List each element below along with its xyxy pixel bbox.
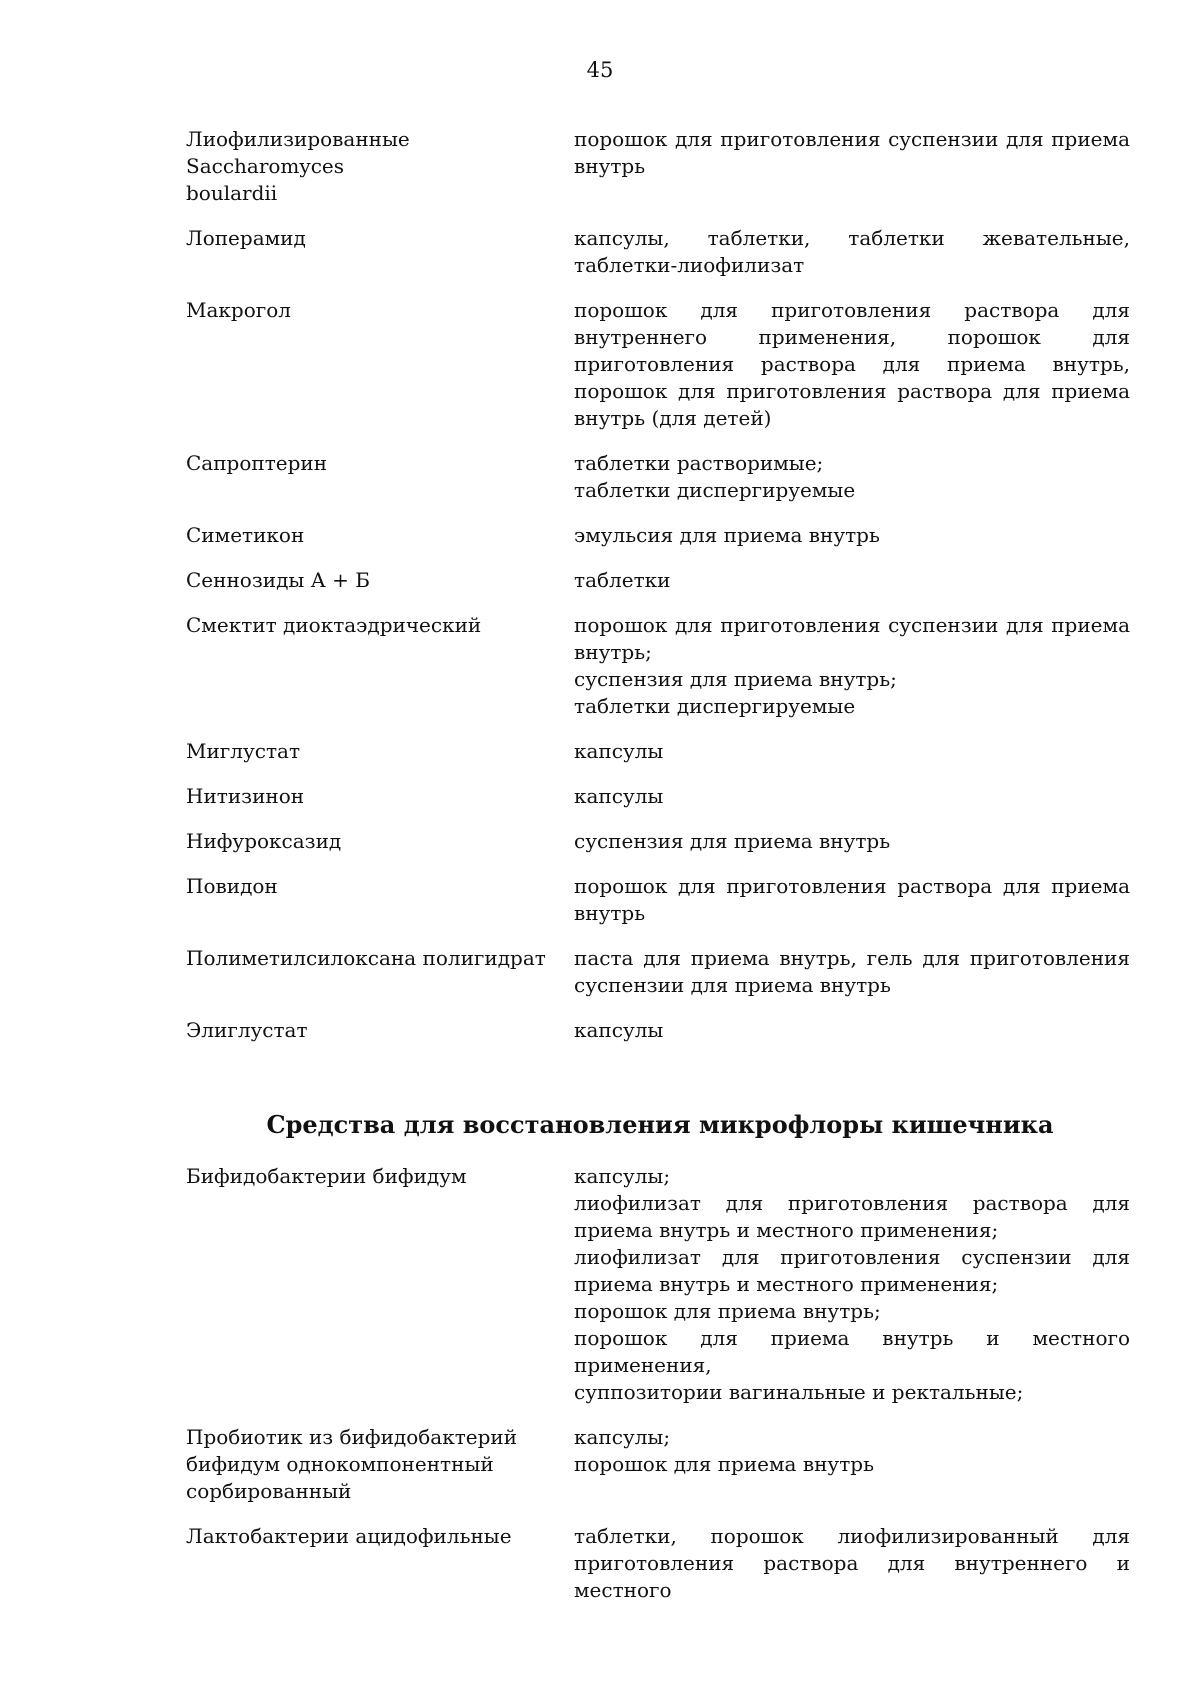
- dosage-forms: [574, 1424, 1130, 1478]
- dosage-forms: [574, 567, 1130, 594]
- drug-name: [186, 828, 574, 855]
- drug-name-line: сорбированный: [186, 1479, 352, 1503]
- drug-name-line: Миглустат: [186, 739, 301, 763]
- drug-entry: [186, 738, 1130, 765]
- dosage-form-line: капсулы;: [574, 1425, 671, 1449]
- drug-name: [186, 567, 574, 594]
- section-title: Средства для восстановления микрофлоры кишечника: [266, 1110, 1054, 1139]
- drug-name: [186, 225, 574, 252]
- dosage-forms: [574, 1523, 1130, 1604]
- drug-entry: [186, 945, 1130, 999]
- dosage-form-line: суппозитории вагинальные и ректальные;: [574, 1380, 1024, 1404]
- drug-name-line: Нитизинон: [186, 784, 305, 808]
- dosage-form-line: таблетки, порошок лиофилизированный для приготовления раствора для внутреннего и местного: [574, 1524, 1130, 1602]
- drug-name-line: Повидон: [186, 874, 278, 898]
- dosage-forms: [574, 225, 1130, 279]
- dosage-forms: [574, 783, 1130, 810]
- dosage-form-line: таблетки диспергируемые: [574, 694, 856, 718]
- drug-entry: [186, 225, 1130, 279]
- dosage-form-line: лиофилизат для приготовления раствора для приема внутрь и местного применения;: [574, 1191, 1130, 1242]
- dosage-form-line: порошок для приема внутрь;: [574, 1299, 881, 1323]
- dosage-form-line: капсулы: [574, 784, 664, 808]
- drug-name-line: бифидум однокомпонентный: [186, 1452, 494, 1476]
- dosage-form-line: суспензия для приема внутрь;: [574, 667, 897, 691]
- page-number: 45: [586, 58, 614, 82]
- dosage-form-line: таблетки растворимые;: [574, 451, 824, 475]
- drug-name-line: Элиглустат: [186, 1018, 308, 1042]
- drug-name-line: Лоперамид: [186, 226, 306, 250]
- drug-entry: [186, 450, 1130, 504]
- drug-name-line: Смектит диоктаэдрический: [186, 613, 482, 637]
- drug-entry: [186, 126, 1130, 207]
- dosage-forms: [574, 612, 1130, 720]
- dosage-forms: [574, 1163, 1130, 1406]
- drug-name-line: boulardii: [186, 181, 278, 205]
- dosage-forms: [574, 450, 1130, 504]
- drug-name: [186, 873, 574, 900]
- drug-entry: [186, 783, 1130, 810]
- drug-list-top: [186, 126, 1130, 1044]
- dosage-form-line: капсулы, таблетки, таблетки жевательные, таблетки-лиофилизат: [574, 226, 1130, 277]
- drug-name-line: Нифуроксазид: [186, 829, 342, 853]
- drug-entry: [186, 567, 1130, 594]
- dosage-form-line: порошок для приготовления раствора для внутреннего применения, порошок для приготовления раствора для приема внутрь, порошок для приготовления раствора для приема внутрь (для детей): [574, 298, 1130, 430]
- drug-entry: [186, 612, 1130, 720]
- dosage-forms: [574, 945, 1130, 999]
- drug-name: [186, 783, 574, 810]
- drug-entry: [186, 1523, 1130, 1604]
- drug-name-line: Симетикон: [186, 523, 305, 547]
- drug-name-line: Лактобактерии ацидофильные: [186, 1524, 512, 1548]
- drug-entry: [186, 828, 1130, 855]
- dosage-form-line: паста для приема внутрь, гель для приготовления суспензии для приема внутрь: [574, 946, 1130, 997]
- drug-name: [186, 1163, 574, 1190]
- drug-name: [186, 126, 574, 207]
- dosage-form-line: таблетки диспергируемые: [574, 478, 856, 502]
- dosage-forms: [574, 522, 1130, 549]
- dosage-form-line: капсулы: [574, 1018, 664, 1042]
- drug-entry: [186, 1163, 1130, 1406]
- dosage-form-line: капсулы;: [574, 1164, 671, 1188]
- drug-name-line: Лиофилизированные Saccharomyces: [186, 127, 410, 178]
- drug-entry: [186, 297, 1130, 432]
- drug-name: [186, 1017, 574, 1044]
- drug-name: [186, 450, 574, 477]
- drug-name: [186, 1523, 574, 1550]
- drug-entry: [186, 1017, 1130, 1044]
- dosage-form-line: таблетки: [574, 568, 671, 592]
- dosage-form-line: капсулы: [574, 739, 664, 763]
- dosage-form-line: порошок для приготовления суспензии для приема внутрь;: [574, 613, 1130, 664]
- dosage-form-line: лиофилизат для приготовления суспензии для приема внутрь и местного применения;: [574, 1245, 1130, 1296]
- dosage-form-line: эмульсия для приема внутрь: [574, 523, 880, 547]
- dosage-forms: [574, 126, 1130, 180]
- dosage-forms: [574, 297, 1130, 432]
- dosage-form-line: порошок для приготовления раствора для приема внутрь: [574, 874, 1130, 925]
- drug-name-line: Макрогол: [186, 298, 291, 322]
- drug-name: [186, 612, 574, 639]
- dosage-forms: [574, 873, 1130, 927]
- drug-name-line: Сеннозиды А + Б: [186, 568, 370, 592]
- dosage-form-line: порошок для приготовления суспензии для приема внутрь: [574, 127, 1130, 178]
- drug-entry: [186, 1424, 1130, 1505]
- dosage-forms: [574, 828, 1130, 855]
- drug-entry: [186, 522, 1130, 549]
- dosage-form-line: порошок для приема внутрь и местного применения,: [574, 1326, 1130, 1377]
- dosage-form-line: суспензия для приема внутрь: [574, 829, 891, 853]
- drug-list-bottom: [186, 1163, 1130, 1604]
- dosage-form-line: порошок для приема внутрь: [574, 1452, 874, 1476]
- drug-name-line: Полиметилсилоксана полигидрат: [186, 946, 546, 970]
- drug-name-line: Бифидобактерии бифидум: [186, 1164, 467, 1188]
- drug-name: [186, 945, 574, 972]
- drug-name: [186, 297, 574, 324]
- drug-name: [186, 738, 574, 765]
- dosage-forms: [574, 1017, 1130, 1044]
- drug-entry: [186, 873, 1130, 927]
- dosage-forms: [574, 738, 1130, 765]
- drug-name: [186, 522, 574, 549]
- drug-name-line: Сапроптерин: [186, 451, 328, 475]
- drug-name: [186, 1424, 574, 1505]
- drug-name-line: Пробиотик из бифидобактерий: [186, 1425, 518, 1449]
